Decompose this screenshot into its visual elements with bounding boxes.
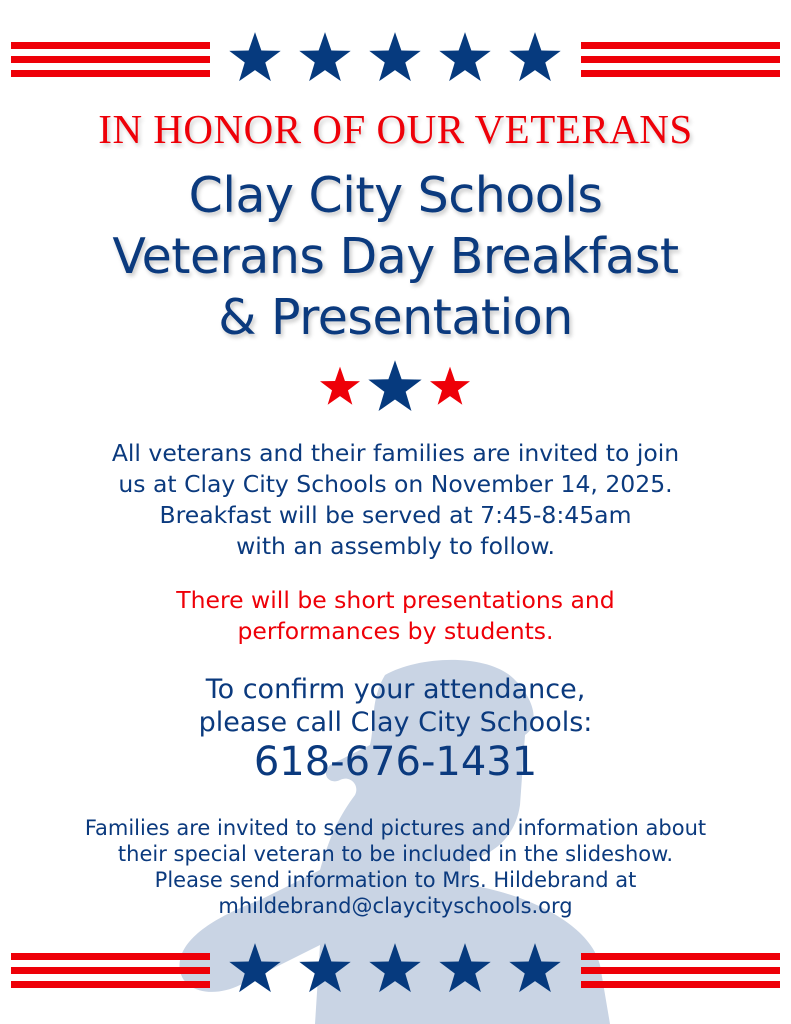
text-line: There will be short presentations and [176, 586, 615, 614]
star-icon [367, 358, 423, 414]
event-title [0, 165, 791, 348]
phone-number: 618-676-1431 [253, 739, 538, 785]
top-left-stripes [11, 42, 210, 78]
star-icon [228, 941, 282, 995]
star-icon [368, 30, 422, 84]
text-line: To confirm your attendance, [205, 674, 586, 705]
confirm-paragraph [0, 673, 791, 739]
star-icon [368, 941, 422, 995]
text-line: All veterans and their families are invited to join [111, 439, 680, 467]
star-icon [508, 30, 562, 84]
slideshow-paragraph [0, 815, 791, 919]
star-icon [298, 30, 352, 84]
text-line: Breakfast will be served at 7:45-8:45am [159, 501, 632, 529]
text-line: us at Clay City Schools on November 14, 2025. [118, 470, 673, 498]
star-icon [228, 30, 282, 84]
text-line: with an assembly to follow. [236, 532, 555, 560]
star-icon [508, 941, 562, 995]
text-line: performances by students. [237, 617, 554, 645]
title-line: Clay City Schools [188, 167, 603, 224]
title-line: Veterans Day Breakfast [112, 228, 679, 285]
star-icon [438, 941, 492, 995]
star-icon [319, 365, 361, 407]
title-line: & Presentation [218, 289, 573, 346]
bottom-left-stripes [11, 953, 210, 989]
performances-paragraph [0, 585, 791, 647]
invite-paragraph [0, 438, 791, 562]
text-line: Please send information to Mrs. Hildebrand at [154, 868, 637, 892]
bottom-right-stripes [581, 953, 780, 989]
text-line: their special veteran to be included in the slideshow. [117, 842, 674, 866]
star-icon [298, 941, 352, 995]
star-icon [438, 30, 492, 84]
header-honor: IN HONOR OF OUR VETERANS [98, 106, 693, 152]
star-icon [429, 365, 471, 407]
text-line: Families are invited to send pictures and information about [84, 816, 707, 840]
top-right-stripes [581, 42, 780, 78]
text-line: please call Clay City Schools: [198, 707, 593, 738]
email-address: mhildebrand@claycityschools.org [218, 894, 573, 918]
